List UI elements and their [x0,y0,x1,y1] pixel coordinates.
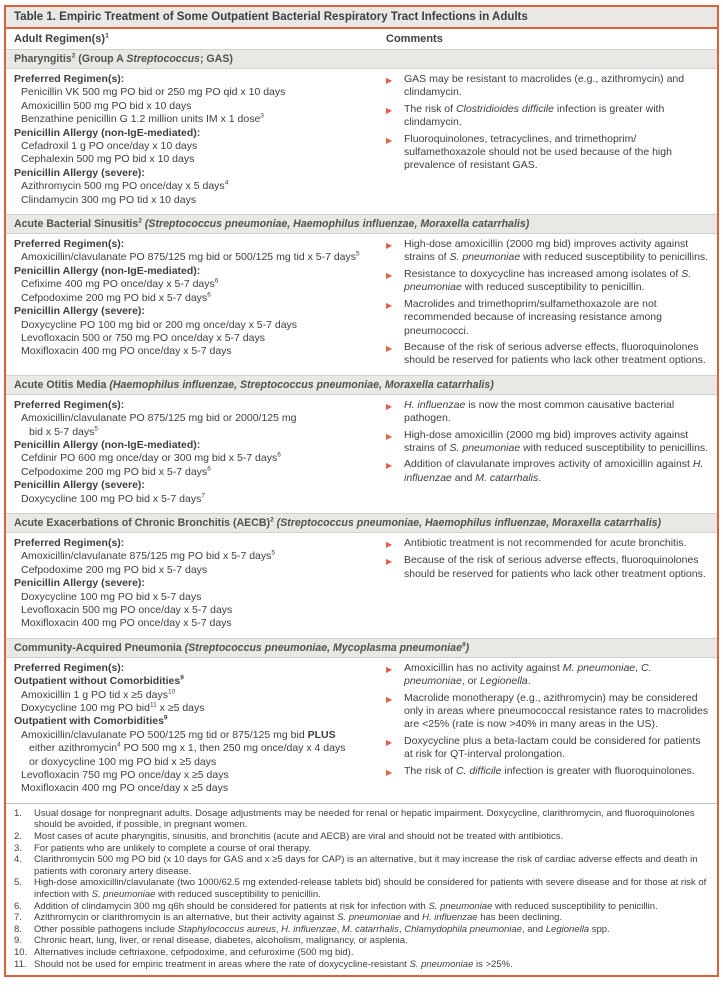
comment-item [386,458,709,485]
bullet-arrow-icon: ▶ [386,694,393,704]
regimen-group-label: Preferred Regimen(s): [14,73,125,85]
section [6,513,717,638]
regimen-group-label: Preferred Regimen(s): [14,238,125,251]
footnote-number: 6. [14,900,22,912]
comments-cell [386,399,717,506]
regimen-line: or doxycycline 100 mg PO bid x ≥5 days [29,755,217,768]
regimen-line: Clindamycin 300 mg PO tid x 10 days [21,193,197,206]
bullet-arrow-icon: ▶ [386,401,393,411]
bullet-arrow-icon: ▶ [386,300,393,310]
regimen-line: Cefpodoxime 200 mg PO bid x 5-7 days$^6$ [21,465,211,478]
footnote-item [14,854,709,877]
footnote-item [14,808,709,831]
regimen-group-label: Penicillin Allergy (severe): [14,305,145,318]
comment-item [386,238,709,265]
section-heading: Acute Exacerbations of Chronic Bronchitis (AECB)$^2$ (Streptococcus pneumoniae, Haemophilus influenzae, Moraxella catarrhalis) [6,513,717,533]
regimen-line: Moxifloxacin 400 mg PO once/day x ≥5 days [21,782,229,795]
comment-item [386,735,709,762]
comment-text: GAS may be resistant to macrolides (e.g., azithromycin) and clindamycin. [404,73,685,99]
bullet-arrow-icon: ▶ [386,105,393,115]
regimen-line: Doxycycline PO 100 mg bid or 200 mg once/day x 5-7 days [21,318,298,331]
treatment-table [4,5,719,977]
footnote-number: 3. [14,842,22,854]
regimen-line: Doxycycline 100 mg PO bid$^{11}$ x ≥5 days [21,701,205,715]
bullet-arrow-icon: ▶ [386,557,393,567]
regimen-group-label: Outpatient without Comorbidities$^9$ [14,674,184,688]
regimen-cell [6,238,386,368]
regimen-line: Doxycycline 100 mg PO bid x 5-7 days [21,590,202,603]
footnote-number: 7. [14,912,22,924]
regimen-cell [6,662,386,796]
comment-text: Macrolide monotherapy (e.g., azithromycin) may be considered only in areas where pneumococcal resistance rates to macrolides are <25% (rate is now >40% in many areas in the US). [404,691,709,731]
bullet-arrow-icon: ▶ [386,241,393,251]
regimen-line: Amoxicillin 500 mg PO bid x 10 days [21,99,192,112]
regimen-line: Levofloxacin 500 or 750 mg PO once/day x 5-7 days [21,331,265,344]
footnote-text: Addition of clindamycin 300 mg q6h should be considered for patients at risk for infection with S. pneumoniae with reduced susceptibility to penicillin. [34,900,658,912]
comment-text: Macrolides and trimethoprim/sulfamethoxazole are not recommended because of increasing resistance among pneumococci. [404,297,662,337]
regimen-group-label: Outpatient with Comorbidities$^9$ [14,714,168,728]
column-header-regimens: Adult $Regimen(s)^1$ [14,32,109,45]
footnote-text: Should not be used for empiric treatment in areas where the rate of doxycycline-resistant S. pneumoniae is >25%. [34,958,513,970]
footnote-item [14,924,709,936]
regimen-line: Amoxicillin/clavulanate 875/125 mg PO bid x 5-7 days$^5$ [21,549,276,563]
comment-item [386,537,709,551]
comment-text: The risk of Clostridioides difficile infection is greater with clindamycin. [404,102,665,129]
sections-container [6,50,717,803]
comment-text: Resistance to doxycycline has increased among isolates of S. pneumoniae with reduced susceptibility to penicillin. [404,267,692,294]
comment-text: Because of the risk of serious adverse effects, fluoroquinolones should be reserved for patients who lack other treatment options. [404,340,706,367]
comment-item [386,133,709,173]
bullet-arrow-icon: ▶ [386,664,393,674]
regimen-group-label: Penicillin Allergy (severe): [14,166,145,179]
regimen-cell [6,537,386,631]
regimen-line: Amoxicillin/clavulanate PO 500/125 mg tid or 875/125 mg bid PLUS [21,728,336,741]
footnote-text: High-dose amoxicillin/clavulanate (two 1000/62.5 mg extended-release tablets bid) should be considered for patients with severe disease and for those at risk of infection with S. pneumoniae with reduced susceptibility to penicillin. [34,877,707,901]
bullet-arrow-icon: ▶ [386,431,393,441]
footnote-item [14,843,709,855]
footnote-number: 10. [14,947,28,958]
regimen-line: Cephalexin 500 mg PO bid x 10 days [21,153,195,166]
regimen-group-label: Penicillin Allergy (severe): [14,479,145,492]
regimen-group-label: Preferred Regimen(s): [14,536,125,549]
footnote-number: 9. [14,935,22,947]
comment-text: Addition of clavulanate improves activity of amoxicillin against H. influenzae and M. catarrhalis. [404,458,704,484]
footnote-text: Other possible pathogens include Staphylococcus aureus, H. influenzae, M. catarrhalis, Chlamydophila pneumoniae, and Legionella spp. [34,923,610,935]
regimen-line: Levofloxacin 500 mg PO once/day x 5-7 days [21,604,233,616]
regimen-line: Cefixime 400 mg PO once/day x 5-7 days$^6$ [21,277,219,291]
footnote-text: For patients who are unlikely to complete a course of oral therapy. [34,842,312,854]
regimen-group-label: Penicillin Allergy (non-IgE-mediated): [14,264,201,277]
footnote-number: 5. [14,877,22,889]
footnote-item [14,901,709,913]
regimen-group-label: Preferred Regimen(s): [14,661,125,674]
bullet-arrow-icon: ▶ [386,767,393,777]
footnote-item [14,877,709,900]
regimen-group-label: Preferred Regimen(s): [14,398,125,411]
footnote-number: 11. [14,958,27,970]
regimen-line: Amoxicillin 1 g PO tid x ≥5 days$^{10}$ [21,688,176,701]
comment-text: H. influenzae is now the most common causative bacterial pathogen. [404,398,675,425]
comment-item [386,765,709,779]
footnote-item [14,831,709,843]
regimen-cell [6,399,386,506]
column-header-comments: Comments [386,33,443,45]
bullet-arrow-icon: ▶ [386,461,393,471]
footnote-item [14,935,709,947]
comment-text: Because of the risk of serious adverse effects, fluoroquinolones should be reserved for patients who lack other treatment options. [404,554,706,580]
footnote-number: 4. [14,854,22,866]
comments-cell [386,537,717,631]
regimen-line: Levofloxacin 750 mg PO once/day x ≥5 days [21,769,229,782]
comment-text: Antibiotic treatment is not recommended for acute bronchitis. [404,536,687,549]
footnote-text: Clarithromycin 500 mg PO bid (x 10 days for GAS and x ≥5 days for CAP) is an alternative, but it may increase the risk of cardiac adverse effects and death in patients with coronary artery disease. [34,854,698,877]
regimen-line: Azithromycin 500 mg PO once/day x 5 days$^4$ [21,179,229,193]
comment-text: High-dose amoxicillin (2000 mg bid) improves activity against strains of S. pneumoniae with reduced susceptibility to penicillins. [404,428,709,454]
regimen-line: Moxifloxacin 400 mg PO once/day x 5-7 days [21,617,232,630]
regimen-line: Cefadroxil 1 g PO once/day x 10 days [21,140,198,153]
footnote-text: Most cases of acute pharyngitis, sinusitis, and bronchitis (acute and AECB) are viral and should not be treated with antibiotics. [34,831,564,843]
footnotes [6,803,717,975]
footnote-number: 8. [14,923,22,935]
regimen-group-label: Penicillin Allergy (severe): [14,577,145,590]
comment-item [386,268,709,295]
regimen-line: Doxycycline 100 mg PO bid x 5-7 days$^7$ [21,492,205,505]
footnote-number: 2. [14,831,22,843]
comment-item [386,429,709,456]
footnote-text: Alternatives include ceftriaxone, cefpodoxime, and cefuroxime (500 mg bid). [34,947,354,958]
section-heading: Acute Otitis Media (Haemophilus influenzae, Streptococcus pneumoniae, Moraxella catarrhalis) [6,375,717,395]
table-title: Table 1. Empiric Treatment of Some Outpatient Bacterial Respiratory Tract Infections in Adults [6,7,717,29]
section [6,50,717,214]
section-heading: Acute Bacterial Sinusitis$^2$ (Streptococcus pneumoniae, Haemophilus influenzae, Moraxella catarrhalis) [6,214,717,234]
bullet-arrow-icon: ▶ [386,737,393,747]
footnote-number: 1. [14,807,22,819]
comment-item [386,298,709,338]
comments-cell [386,238,717,368]
regimen-line: Moxifloxacin 400 mg PO once/day x 5-7 days [21,345,232,358]
comments-cell [386,662,717,796]
comment-text: The risk of C. difficile infection is greater with fluoroquinolones. [404,764,695,777]
footnote-item [14,947,709,959]
footnote-item [14,959,709,971]
comment-item [386,554,709,581]
comment-item [386,692,709,732]
regimen-line: bid x 5-7 days$^5$ [29,425,98,438]
footnote-item [14,912,709,924]
section [6,638,717,803]
comment-text: High-dose amoxicillin (2000 mg bid) improves activity against strains of S. pneumoniae with reduced susceptibility to penicillins. [404,238,709,264]
comment-item [386,662,709,689]
regimen-line: Amoxicillin/clavulanate PO 875/125 mg bid or 500/125 mg tid x 5-7 days$^5$ [21,250,360,264]
footnote-text: Chronic heart, lung, liver, or renal disease, diabetes, alcoholism, malignancy, or asplenia. [34,935,408,947]
footnote-text: Usual dosage for nonpregnant adults. Dosage adjustments may be needed for renal or hepatic impairment. Doxycycline, clarithromycin, and fluoroquinolones should be avoided, if possible, in pregnant women. [34,807,695,831]
section-heading: Pharyngitis$^2$ (Group A Streptococcus; GAS) [6,50,717,69]
column-header-row [6,29,717,50]
section-body [6,533,717,638]
regimen-cell [6,73,386,207]
section-heading: Community-Acquired Pneumonia (Streptococcus pneumoniae, Mycoplasma pneumoniae$^8$) [6,638,717,658]
bullet-arrow-icon: ▶ [386,76,393,85]
comments-cell [386,73,717,207]
regimen-line: either azithromycin$^4$ PO 500 mg x 1, then 250 mg once/day x 4 days [29,741,346,755]
regimen-line: Benzathine penicillin G 1.2 million units IM x 1 dose$^3$ [21,112,264,126]
section-body [6,69,717,214]
bullet-arrow-icon: ▶ [386,343,393,353]
regimen-line: Amoxicillin/clavulanate PO 875/125 mg bid or 2000/125 mg [21,412,297,425]
section-body [6,658,717,803]
section [6,214,717,375]
regimen-group-label: Penicillin Allergy (non-IgE-mediated): [14,126,201,139]
regimen-line: Cefpodoxime 200 mg PO bid x 5-7 days$^6$ [21,291,211,304]
footnote-text: Azithromycin or clarithromycin is an alternative, but their activity against S. pneumoniae and H. influenzae has been declining. [34,912,563,924]
comment-item [386,399,709,426]
comment-item [386,341,709,368]
bullet-arrow-icon: ▶ [386,135,393,145]
regimen-line: Cefdinir PO 600 mg once/day or 300 mg bid x 5-7 days$^6$ [21,451,281,465]
section-body [6,395,717,513]
regimen-line: Penicillin VK 500 mg PO bid or 250 mg PO qid x 10 days [21,86,286,99]
comment-text: Fluoroquinolones, tetracyclines, and trimethoprim/ sulfamethoxazole should not be used because of the high prevalence of resistant GAS. [404,132,672,172]
section-body [6,234,717,375]
bullet-arrow-icon: ▶ [386,270,393,280]
comment-text: Amoxicillin has no activity against M. pneumoniae, C. pneumoniae, or Legionella. [404,661,652,688]
regimen-group-label: Penicillin Allergy (non-IgE-mediated): [14,438,201,451]
bullet-arrow-icon: ▶ [386,539,393,549]
comment-item [386,73,709,100]
section [6,375,717,513]
regimen-line: Cefpodoxime 200 mg PO bid x 5-7 days [21,563,208,576]
comment-item [386,103,709,130]
comment-text: Doxycycline plus a beta-lactam could be considered for patients at risk for QT-interval prolongation. [404,734,701,761]
